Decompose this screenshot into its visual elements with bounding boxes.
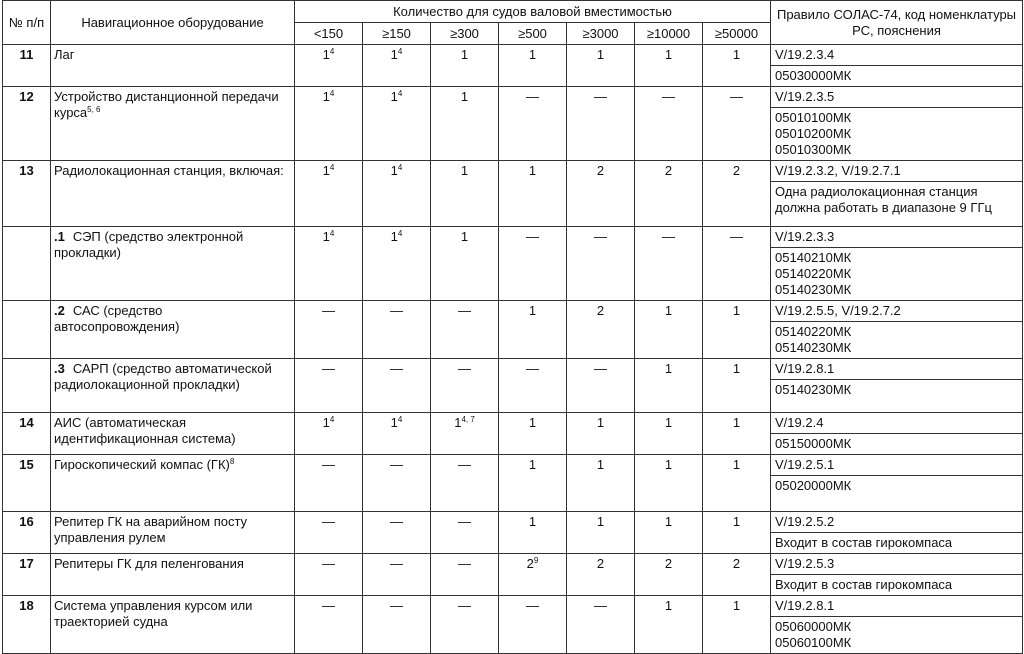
row-number: 18 bbox=[3, 596, 51, 654]
equipment-name bbox=[51, 512, 295, 554]
table-row bbox=[3, 359, 1023, 413]
quantity-cell bbox=[363, 45, 431, 87]
solas-rule: V/19.2.8.1 bbox=[775, 598, 835, 613]
header-quantity: Количество для судов валовой вместимостью bbox=[295, 1, 771, 23]
row-number: 11 bbox=[3, 45, 51, 87]
rule-cell bbox=[771, 301, 1023, 359]
rs-code: 05020000МК bbox=[771, 475, 1022, 496]
quantity-value: — bbox=[322, 514, 335, 529]
table-header bbox=[3, 1, 1023, 45]
quantity-cell bbox=[703, 413, 771, 455]
quantity-value: 1 bbox=[528, 415, 537, 430]
quantity-cell bbox=[703, 596, 771, 654]
quantity-value: 1 bbox=[732, 514, 741, 529]
quantity-cell bbox=[363, 455, 431, 512]
quantity-value: 1 bbox=[460, 89, 469, 104]
rs-code: 05030000МК bbox=[771, 65, 1022, 86]
header-tonnage: ≥3000 bbox=[567, 23, 635, 45]
solas-rule: V/19.2.3.2, V/19.2.7.1 bbox=[775, 163, 901, 178]
quantity-value: 1 bbox=[528, 47, 537, 62]
quantity-cell bbox=[431, 596, 499, 654]
footnote-ref: 4 bbox=[397, 47, 403, 56]
quantity-cell bbox=[499, 227, 567, 301]
rs-code: Одна радиолокационная станция должна работать в диапазоне 9 ГГц bbox=[771, 181, 1022, 218]
quantity-cell bbox=[499, 596, 567, 654]
header-tonnage: ≥10000 bbox=[635, 23, 703, 45]
footnote-ref: 8 bbox=[229, 457, 235, 466]
quantity-cell bbox=[635, 359, 703, 413]
sub-item-number: .1 bbox=[54, 229, 65, 244]
quantity-cell bbox=[567, 45, 635, 87]
quantity-value: 1 bbox=[528, 163, 537, 178]
row-number: 12 bbox=[3, 87, 51, 161]
quantity-value: 2 bbox=[596, 303, 605, 318]
rs-code: 05150000МК bbox=[771, 433, 1022, 454]
table-row bbox=[3, 227, 1023, 301]
quantity-cell bbox=[635, 512, 703, 554]
quantity-value: 1 bbox=[664, 361, 673, 376]
quantity-cell bbox=[431, 161, 499, 227]
row-number bbox=[3, 301, 51, 359]
quantity-value: 2 bbox=[596, 163, 605, 178]
quantity-cell bbox=[499, 87, 567, 161]
quantity-cell bbox=[499, 301, 567, 359]
row-number bbox=[3, 227, 51, 301]
quantity-cell bbox=[363, 554, 431, 596]
sub-item-number: .3 bbox=[54, 361, 65, 376]
quantity-value: — bbox=[594, 361, 607, 376]
quantity-cell bbox=[635, 455, 703, 512]
quantity-cell bbox=[567, 512, 635, 554]
quantity-value: 1 bbox=[322, 415, 330, 430]
solas-rule: V/19.2.5.5, V/19.2.7.2 bbox=[775, 303, 901, 318]
equipment-name bbox=[51, 413, 295, 455]
quantity-cell bbox=[567, 301, 635, 359]
quantity-cell bbox=[635, 161, 703, 227]
solas-rule: V/19.2.5.1 bbox=[775, 457, 835, 472]
rule-cell bbox=[771, 161, 1023, 227]
row-number: 13 bbox=[3, 161, 51, 227]
footnote-ref: 4 bbox=[329, 163, 335, 172]
quantity-value: — bbox=[458, 514, 471, 529]
equipment-name bbox=[51, 455, 295, 512]
quantity-cell bbox=[635, 596, 703, 654]
quantity-cell bbox=[431, 45, 499, 87]
quantity-cell bbox=[703, 161, 771, 227]
quantity-value: 2 bbox=[596, 556, 605, 571]
quantity-value: 1 bbox=[460, 163, 469, 178]
quantity-cell bbox=[635, 301, 703, 359]
quantity-cell bbox=[295, 413, 363, 455]
quantity-value: 1 bbox=[732, 415, 741, 430]
equipment-name-text: СЭП (средство электронной прокладки) bbox=[54, 229, 244, 260]
quantity-cell bbox=[499, 359, 567, 413]
quantity-cell bbox=[567, 161, 635, 227]
rule-cell bbox=[771, 596, 1023, 654]
footnote-ref: 5, 6 bbox=[87, 105, 101, 114]
table-row bbox=[3, 554, 1023, 596]
table-row bbox=[3, 512, 1023, 554]
solas-rule: V/19.2.3.5 bbox=[775, 89, 835, 104]
quantity-cell bbox=[295, 161, 363, 227]
quantity-cell bbox=[363, 227, 431, 301]
quantity-value: 2 bbox=[664, 163, 673, 178]
quantity-cell bbox=[567, 596, 635, 654]
table-row bbox=[3, 596, 1023, 654]
rule-cell bbox=[771, 227, 1023, 301]
quantity-cell bbox=[431, 554, 499, 596]
quantity-cell bbox=[567, 359, 635, 413]
quantity-value: 1 bbox=[390, 415, 398, 430]
table-row bbox=[3, 301, 1023, 359]
quantity-value: — bbox=[390, 361, 403, 376]
table-row bbox=[3, 455, 1023, 512]
solas-rule: V/19.2.3.4 bbox=[775, 47, 835, 62]
footnote-ref: 4 bbox=[397, 415, 403, 424]
quantity-cell bbox=[431, 455, 499, 512]
quantity-value: — bbox=[526, 598, 539, 613]
footnote-ref: 4 bbox=[397, 163, 403, 172]
quantity-cell bbox=[295, 87, 363, 161]
quantity-value: — bbox=[526, 229, 539, 244]
quantity-value: — bbox=[594, 89, 607, 104]
quantity-value: 1 bbox=[664, 514, 673, 529]
quantity-value: 1 bbox=[732, 303, 741, 318]
quantity-value: 1 bbox=[664, 415, 673, 430]
quantity-value: 1 bbox=[732, 361, 741, 376]
footnote-ref: 4 bbox=[329, 89, 335, 98]
quantity-value: 1 bbox=[322, 163, 330, 178]
quantity-cell bbox=[295, 596, 363, 654]
rule-cell bbox=[771, 87, 1023, 161]
solas-rule: V/19.2.4 bbox=[775, 415, 824, 430]
quantity-value: — bbox=[458, 556, 471, 571]
sub-item-number: .2 bbox=[54, 303, 65, 318]
quantity-value: — bbox=[390, 598, 403, 613]
quantity-cell bbox=[703, 455, 771, 512]
quantity-value: 1 bbox=[322, 47, 330, 62]
quantity-value: — bbox=[458, 598, 471, 613]
quantity-value: — bbox=[390, 556, 403, 571]
rs-code: 05140210МК 05140220МК 05140230МК bbox=[771, 247, 1022, 300]
quantity-cell bbox=[703, 359, 771, 413]
quantity-value: — bbox=[662, 229, 675, 244]
quantity-value: 1 bbox=[596, 415, 605, 430]
table-row bbox=[3, 161, 1023, 227]
rs-code: 05060000МК 05060100МК bbox=[771, 616, 1022, 653]
equipment-name-text: Лаг bbox=[54, 47, 75, 62]
quantity-cell bbox=[567, 455, 635, 512]
quantity-cell bbox=[431, 512, 499, 554]
quantity-value: 1 bbox=[460, 47, 469, 62]
row-number: 15 bbox=[3, 455, 51, 512]
quantity-cell bbox=[635, 45, 703, 87]
quantity-value: 1 bbox=[732, 47, 741, 62]
quantity-value: 1 bbox=[390, 47, 398, 62]
header-tonnage: ≥300 bbox=[431, 23, 499, 45]
quantity-value: 1 bbox=[664, 303, 673, 318]
quantity-value: — bbox=[458, 457, 471, 472]
quantity-cell bbox=[567, 87, 635, 161]
quantity-value: 2 bbox=[526, 556, 534, 571]
quantity-value: 1 bbox=[390, 163, 398, 178]
quantity-cell bbox=[431, 359, 499, 413]
quantity-cell bbox=[295, 301, 363, 359]
quantity-value: — bbox=[458, 361, 471, 376]
quantity-value: 1 bbox=[528, 457, 537, 472]
quantity-cell bbox=[703, 301, 771, 359]
rule-cell bbox=[771, 455, 1023, 512]
quantity-cell bbox=[431, 301, 499, 359]
equipment-table bbox=[2, 0, 1023, 654]
rule-cell bbox=[771, 45, 1023, 87]
quantity-value: — bbox=[526, 89, 539, 104]
quantity-cell bbox=[703, 554, 771, 596]
equipment-name bbox=[51, 161, 295, 227]
quantity-value: 2 bbox=[664, 556, 673, 571]
quantity-cell bbox=[703, 512, 771, 554]
rs-code: 05010100МК 05010200МК 05010300МК bbox=[771, 107, 1022, 160]
quantity-value: 1 bbox=[454, 415, 462, 430]
equipment-name bbox=[51, 227, 295, 301]
header-rule: Правило СОЛАС-74, код номенклатуры РС, пояснения bbox=[771, 1, 1023, 45]
row-number: 14 bbox=[3, 413, 51, 455]
footnote-ref: 4 bbox=[329, 47, 335, 56]
quantity-cell bbox=[499, 554, 567, 596]
quantity-cell bbox=[295, 455, 363, 512]
rs-code: Входит в состав гирокомпаса bbox=[771, 532, 1022, 553]
quantity-cell bbox=[363, 596, 431, 654]
quantity-value: — bbox=[390, 457, 403, 472]
quantity-value: 1 bbox=[322, 229, 330, 244]
quantity-cell bbox=[431, 87, 499, 161]
equipment-name bbox=[51, 45, 295, 87]
quantity-value: — bbox=[594, 229, 607, 244]
quantity-value: 1 bbox=[664, 457, 673, 472]
quantity-value: — bbox=[322, 598, 335, 613]
table-row bbox=[3, 87, 1023, 161]
quantity-value: 1 bbox=[322, 89, 330, 104]
quantity-value: 1 bbox=[596, 47, 605, 62]
equipment-name-text: Радиолокационная станция, включая: bbox=[54, 163, 284, 178]
header-tonnage: <150 bbox=[295, 23, 363, 45]
quantity-cell bbox=[499, 45, 567, 87]
quantity-value: 1 bbox=[390, 229, 398, 244]
equipment-name bbox=[51, 301, 295, 359]
quantity-cell bbox=[635, 413, 703, 455]
quantity-value: 1 bbox=[528, 303, 537, 318]
equipment-name-text: САС (средство автосопровождения) bbox=[54, 303, 180, 334]
quantity-cell bbox=[499, 455, 567, 512]
quantity-cell bbox=[363, 359, 431, 413]
quantity-value: — bbox=[526, 361, 539, 376]
footnote-ref: 4 bbox=[329, 415, 335, 424]
quantity-cell bbox=[499, 512, 567, 554]
quantity-value: 1 bbox=[528, 514, 537, 529]
quantity-cell bbox=[363, 301, 431, 359]
equipment-name-text: Репитер ГК на аварийном посту управления рулем bbox=[54, 514, 248, 545]
quantity-cell bbox=[635, 554, 703, 596]
quantity-value: 1 bbox=[664, 47, 673, 62]
footnote-ref: 4 bbox=[397, 229, 403, 238]
table-row bbox=[3, 413, 1023, 455]
rs-code: 05140220МК 05140230МК bbox=[771, 321, 1022, 358]
quantity-value: — bbox=[594, 598, 607, 613]
quantity-value: — bbox=[730, 89, 743, 104]
quantity-value: — bbox=[730, 229, 743, 244]
quantity-value: — bbox=[662, 89, 675, 104]
quantity-cell bbox=[431, 227, 499, 301]
quantity-cell bbox=[295, 554, 363, 596]
quantity-cell bbox=[703, 227, 771, 301]
quantity-cell bbox=[295, 359, 363, 413]
row-number: 16 bbox=[3, 512, 51, 554]
header-tonnage: ≥150 bbox=[363, 23, 431, 45]
quantity-cell bbox=[363, 512, 431, 554]
solas-rule: V/19.2.5.3 bbox=[775, 556, 835, 571]
quantity-value: 1 bbox=[390, 89, 398, 104]
quantity-value: 1 bbox=[732, 598, 741, 613]
quantity-value: 1 bbox=[460, 229, 469, 244]
row-number bbox=[3, 359, 51, 413]
equipment-name bbox=[51, 87, 295, 161]
footnote-ref: 9 bbox=[533, 556, 539, 565]
table-body bbox=[3, 45, 1023, 654]
rule-cell bbox=[771, 413, 1023, 455]
quantity-value: — bbox=[322, 303, 335, 318]
footnote-ref: 4, 7 bbox=[461, 415, 475, 424]
solas-rule: V/19.2.3.3 bbox=[775, 229, 835, 244]
quantity-value: — bbox=[322, 457, 335, 472]
solas-rule: V/19.2.5.2 bbox=[775, 514, 835, 529]
quantity-value: 1 bbox=[596, 457, 605, 472]
table-row bbox=[3, 45, 1023, 87]
quantity-value: — bbox=[322, 361, 335, 376]
quantity-cell bbox=[567, 554, 635, 596]
quantity-value: 2 bbox=[732, 556, 741, 571]
equipment-name-text: САРП (средство автоматической радиолокационной прокладки) bbox=[54, 361, 272, 392]
header-equipment: Навигационное оборудование bbox=[51, 1, 295, 45]
quantity-value: 1 bbox=[732, 457, 741, 472]
quantity-cell bbox=[703, 87, 771, 161]
equipment-name-text: Устройство дистанционной передачи курса bbox=[54, 89, 279, 120]
equipment-name-text: Гироскопический компас (ГК) bbox=[54, 457, 230, 472]
rule-cell bbox=[771, 554, 1023, 596]
quantity-cell bbox=[635, 227, 703, 301]
footnote-ref: 4 bbox=[329, 229, 335, 238]
quantity-value: — bbox=[390, 514, 403, 529]
quantity-value: — bbox=[390, 303, 403, 318]
equipment-name-text: Система управления курсом или траекторией судна bbox=[54, 598, 253, 629]
header-tonnage: ≥50000 bbox=[703, 23, 771, 45]
quantity-value: — bbox=[458, 303, 471, 318]
quantity-value: 1 bbox=[596, 514, 605, 529]
footnote-ref: 4 bbox=[397, 89, 403, 98]
quantity-cell bbox=[295, 45, 363, 87]
quantity-value: — bbox=[322, 556, 335, 571]
rs-code: 05140230МК bbox=[771, 379, 1022, 400]
quantity-cell bbox=[499, 413, 567, 455]
quantity-cell bbox=[295, 227, 363, 301]
quantity-cell bbox=[567, 227, 635, 301]
header-tonnage: ≥500 bbox=[499, 23, 567, 45]
rs-code: Входит в состав гирокомпаса bbox=[771, 574, 1022, 595]
solas-rule: V/19.2.8.1 bbox=[775, 361, 835, 376]
equipment-name bbox=[51, 596, 295, 654]
rule-cell bbox=[771, 512, 1023, 554]
quantity-cell bbox=[635, 87, 703, 161]
equipment-name-text: АИС (автоматическая идентификационная система) bbox=[54, 415, 236, 446]
quantity-cell bbox=[295, 512, 363, 554]
header-num: № п/п bbox=[3, 1, 51, 45]
equipment-name bbox=[51, 554, 295, 596]
equipment-name-text: Репитеры ГК для пеленгования bbox=[54, 556, 244, 571]
quantity-value: 1 bbox=[664, 598, 673, 613]
row-number: 17 bbox=[3, 554, 51, 596]
rule-cell bbox=[771, 359, 1023, 413]
quantity-cell bbox=[363, 87, 431, 161]
quantity-cell bbox=[499, 161, 567, 227]
quantity-cell bbox=[567, 413, 635, 455]
equipment-name bbox=[51, 359, 295, 413]
quantity-value: 2 bbox=[732, 163, 741, 178]
quantity-cell bbox=[703, 45, 771, 87]
quantity-cell bbox=[363, 161, 431, 227]
quantity-cell bbox=[363, 413, 431, 455]
quantity-cell bbox=[431, 413, 499, 455]
